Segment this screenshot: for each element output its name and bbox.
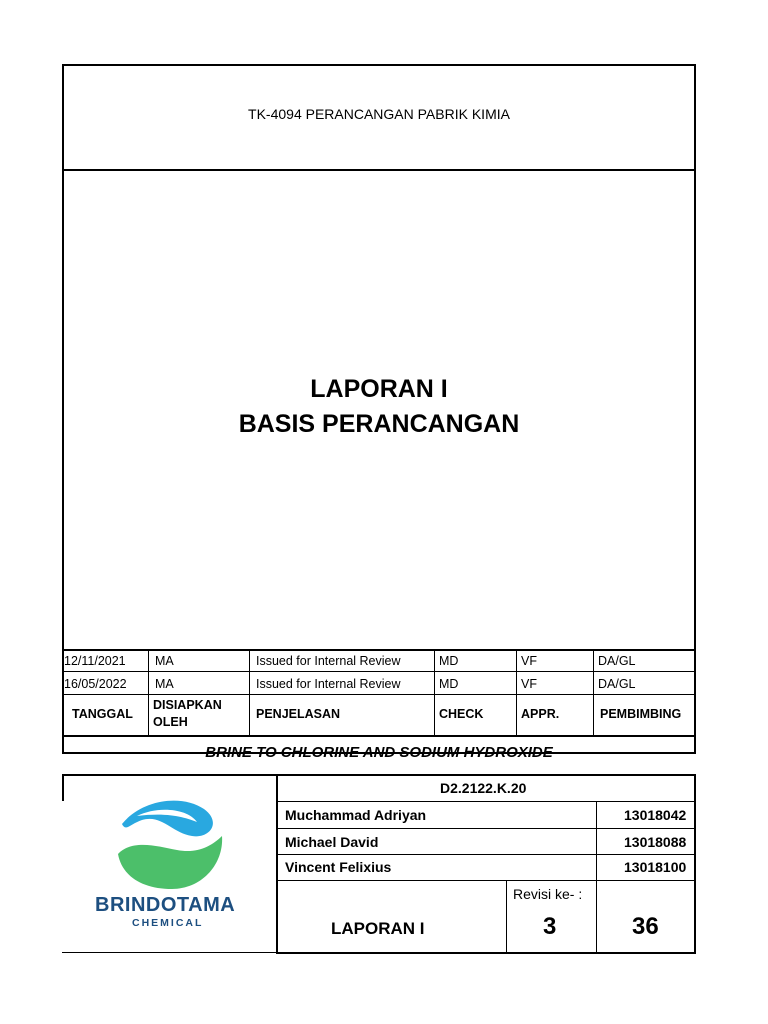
rev1-disiapkan: MA: [155, 654, 174, 668]
brindotama-logo-icon: [112, 794, 232, 894]
divider: [276, 952, 696, 954]
divider: [62, 649, 696, 651]
divider: [434, 650, 435, 736]
member-nim: 13018100: [624, 859, 687, 875]
header-penjelasan: PENJELASAN: [256, 707, 341, 721]
divider: [506, 880, 507, 953]
report-label: LAPORAN I: [331, 919, 425, 938]
divider: [596, 801, 597, 953]
rev1-pembimbing: DA/GL: [598, 654, 636, 668]
member-nim: 13018042: [624, 807, 687, 823]
company-subtitle: CHEMICAL: [132, 917, 204, 929]
divider: [62, 169, 696, 171]
company-name: BRINDOTAMA: [95, 894, 236, 916]
project-title: BRINE TO CHLORINE AND SODIUM HYDROXIDE: [205, 744, 553, 761]
header-pembimbing: PEMBIMBING: [600, 707, 682, 721]
revisi-label: Revisi ke- :: [513, 886, 583, 902]
divider: [62, 952, 278, 953]
rev1-check: MD: [439, 654, 459, 668]
member-name: Vincent Felixius: [285, 859, 392, 875]
rev1-appr: VF: [521, 654, 537, 668]
page-count: 36: [632, 913, 659, 940]
divider: [516, 650, 517, 736]
header-check: CHECK: [439, 707, 484, 721]
report-title: LAPORAN I: [310, 375, 448, 403]
divider: [62, 775, 64, 801]
rev2-pembimbing: DA/GL: [598, 677, 636, 691]
rev2-penjelasan: Issued for Internal Review: [256, 677, 401, 691]
header-disiapkan: DISIAPKAN: [153, 698, 222, 712]
divider: [62, 694, 696, 695]
member-name: Michael David: [285, 834, 379, 850]
rev1-penjelasan: Issued for Internal Review: [256, 654, 401, 668]
document-code: D2.2122.K.20: [440, 780, 527, 796]
header-tanggal: TANGGAL: [72, 707, 133, 721]
report-subtitle: BASIS PERANCANGAN: [238, 410, 520, 438]
member-nim: 13018088: [624, 834, 687, 850]
revision-number: 3: [543, 913, 557, 940]
divider: [62, 774, 696, 776]
divider: [148, 650, 149, 736]
divider: [277, 880, 695, 881]
course-title: TK-4094 PERANCANGAN PABRIK KIMIA: [248, 106, 510, 122]
rev2-appr: VF: [521, 677, 537, 691]
divider: [593, 650, 594, 736]
rev1-tanggal: 12/11/2021: [64, 654, 126, 668]
member-name: Muchammad Adriyan: [285, 807, 427, 823]
divider: [62, 735, 696, 737]
rev2-tanggal: 16/05/2022: [64, 677, 127, 691]
divider: [62, 671, 696, 672]
divider: [249, 650, 250, 736]
divider: [277, 854, 695, 855]
header-oleh: OLEH: [153, 715, 188, 729]
divider: [277, 828, 695, 829]
header-appr: APPR.: [521, 707, 560, 721]
rev2-check: MD: [439, 677, 459, 691]
rev2-disiapkan: MA: [155, 677, 174, 691]
divider: [277, 801, 695, 802]
